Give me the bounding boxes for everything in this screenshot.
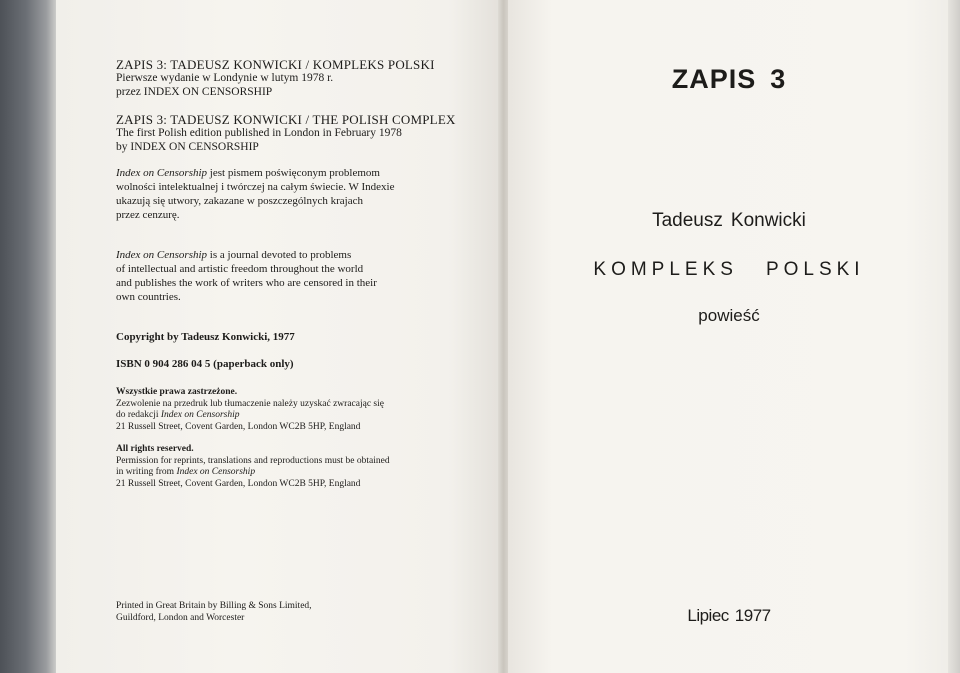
publication-date: [508, 606, 950, 626]
imprint-polish-line: Pierwsze wydanie w Londynie w lutym 1978 r.: [116, 72, 334, 84]
about-polish-line: przez cenzurę.: [116, 209, 180, 221]
author-first-name: Tadeusz: [652, 210, 723, 231]
imprint-english-line: by INDEX ON CENSORSHIP: [116, 140, 259, 153]
book-genre: powieść: [698, 306, 760, 325]
book-title: [508, 259, 950, 281]
rights-english-address: 21 Russell Street, Covent Garden, London WC2B 5HP, England: [116, 478, 361, 489]
rights-english-line: Permission for reprints, translations and reproductions must be obtained: [116, 455, 390, 466]
right-page: [508, 0, 950, 673]
rights-english-line: [116, 467, 486, 479]
about-english-line: of intellectual and artistic freedom throughout the world: [116, 263, 364, 275]
author-name: [508, 210, 950, 232]
publication-year: 1977: [734, 606, 771, 625]
copyright-line: Copyright by Tadeusz Konwicki, 1977: [116, 331, 295, 343]
imprint-polish: [116, 57, 486, 99]
about-polish-line: [116, 166, 486, 180]
printer-line: Guildford, London and Worcester: [116, 612, 245, 623]
scanner-edge: [0, 0, 58, 673]
page-edge-right: [948, 0, 960, 673]
journal-title: Index on Censorship: [160, 410, 240, 420]
rights-polish-line: [116, 410, 486, 422]
rights-polish: [116, 387, 486, 433]
about-index-english: [116, 248, 486, 304]
book-title-word: KOMPLEKS: [593, 259, 738, 280]
imprint-polish-line: przez INDEX ON CENSORSHIP: [116, 85, 273, 98]
journal-title: Index on Censorship: [176, 467, 256, 477]
journal-title: Index on Censorship: [116, 167, 208, 179]
about-index-polish: [116, 166, 486, 222]
printer-notice: [116, 601, 486, 624]
about-polish-line: ukazują się utwory, zakazane w poszczególnych krajach: [116, 195, 363, 207]
series-title: [508, 64, 950, 95]
copyright-notice: [116, 330, 486, 344]
publication-month: Lipiec: [687, 606, 729, 625]
rights-english: [116, 444, 486, 490]
rights-polish-address: 21 Russell Street, Covent Garden, London WC2B 5HP, England: [116, 421, 361, 432]
imprint-english-heading: ZAPIS 3: TADEUSZ KONWICKI / THE POLISH COMPLEX: [116, 112, 456, 127]
imprint-english-line: The first Polish edition published in London in February 1978: [116, 127, 402, 139]
about-polish-text: jest pismem poświęconym problemom: [207, 167, 380, 179]
journal-title: Index on Censorship: [116, 249, 208, 261]
series-number: 3: [770, 64, 787, 94]
printer-line: Printed in Great Britain by Billing & Sons Limited,: [116, 601, 312, 611]
book-title-word: POLSKI: [765, 259, 865, 280]
author-last-name: Konwicki: [730, 210, 806, 231]
series-name: ZAPIS: [671, 64, 757, 94]
imprint-english: [116, 112, 486, 154]
rights-polish-line: Zezwolenie na przedruk lub tłumaczenie należy uzyskać zwracając się: [116, 398, 384, 409]
isbn-line: ISBN 0 904 286 04 5 (paperback only): [116, 358, 294, 370]
imprint-polish-heading: ZAPIS 3: TADEUSZ KONWICKI / KOMPLEKS POLSKI: [116, 57, 435, 72]
rights-polish-prefix: do redakcji: [116, 410, 161, 420]
rights-english-heading: All rights reserved.: [116, 444, 194, 454]
rights-polish-heading: Wszystkie prawa zastrzeżone.: [116, 387, 238, 397]
rights-english-prefix: in writing from: [116, 467, 177, 477]
isbn-notice: [116, 357, 486, 371]
about-english-line: own countries.: [116, 291, 181, 303]
about-polish-line: wolności intelektualnej i twórczej na całym świecie. W Indexie: [116, 181, 395, 193]
about-english-line: [116, 248, 486, 262]
about-english-text: is a journal devoted to problems: [207, 249, 352, 261]
about-english-line: and publishes the work of writers who are censored in their: [116, 277, 377, 289]
